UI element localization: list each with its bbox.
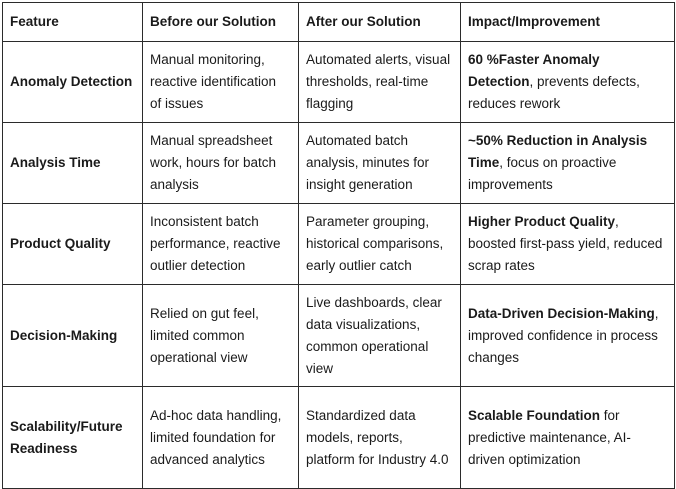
table-row bbox=[3, 387, 675, 489]
header-feature: Feature bbox=[3, 3, 143, 42]
impact-detail: for predictive maintenance, AI-driven optimization bbox=[468, 407, 631, 467]
feature-cell: Decision-Making bbox=[3, 285, 143, 387]
header-before: Before our Solution bbox=[143, 3, 299, 42]
table-row bbox=[3, 285, 675, 387]
after-cell: Parameter grouping, historical comparisons, early outlier catch bbox=[299, 204, 461, 285]
feature-cell: Scalability/Future Readiness bbox=[3, 387, 143, 489]
table-row bbox=[3, 123, 675, 204]
impact-detail: , improved confidence in process changes bbox=[468, 305, 659, 365]
impact-highlight: Data-Driven Decision-Making bbox=[468, 305, 655, 321]
impact-detail: , boosted first-pass yield, reduced scrap rates bbox=[468, 214, 663, 273]
after-cell: Automated batch analysis, minutes for insight generation bbox=[299, 123, 461, 204]
comparison-table bbox=[2, 2, 675, 489]
impact-cell bbox=[461, 42, 675, 123]
before-cell: Inconsistent batch performance, reactive outlier detection bbox=[143, 204, 299, 285]
after-cell: Automated alerts, visual thresholds, real-time flagging bbox=[299, 42, 461, 123]
impact-cell bbox=[461, 123, 675, 204]
impact-cell bbox=[461, 387, 675, 489]
after-cell: Standardized data models, reports, platform for Industry 4.0 bbox=[299, 387, 461, 489]
impact-detail: , prevents defects, reduces rework bbox=[468, 74, 640, 111]
table-row bbox=[3, 204, 675, 285]
impact-highlight: Higher Product Quality bbox=[468, 214, 616, 229]
header-after: After our Solution bbox=[299, 3, 461, 42]
table-row bbox=[3, 42, 675, 123]
before-cell: Ad-hoc data handling, limited foundation for advanced analytics bbox=[143, 387, 299, 489]
impact-highlight: 60 %Faster Anomaly Detection bbox=[468, 52, 600, 89]
feature-cell: Product Quality bbox=[3, 204, 143, 285]
impact-cell bbox=[461, 204, 675, 285]
feature-cell: Analysis Time bbox=[3, 123, 143, 204]
before-cell: Manual spreadsheet work, hours for batch analysis bbox=[143, 123, 299, 204]
impact-detail: , focus on proactive improvements bbox=[468, 155, 617, 192]
header-row bbox=[3, 3, 675, 42]
impact-highlight: Scalable Foundation bbox=[468, 407, 601, 423]
feature-cell: Anomaly Detection bbox=[3, 42, 143, 123]
impact-cell bbox=[461, 285, 675, 387]
impact-highlight: ~50% Reduction in Analysis Time bbox=[468, 133, 648, 170]
after-cell: Live dashboards, clear data visualizations, common operational view bbox=[299, 285, 461, 387]
before-cell: Manual monitoring, reactive identification of issues bbox=[143, 42, 299, 123]
before-cell: Relied on gut feel, limited common operational view bbox=[143, 285, 299, 387]
header-impact: Impact/Improvement bbox=[461, 3, 675, 42]
